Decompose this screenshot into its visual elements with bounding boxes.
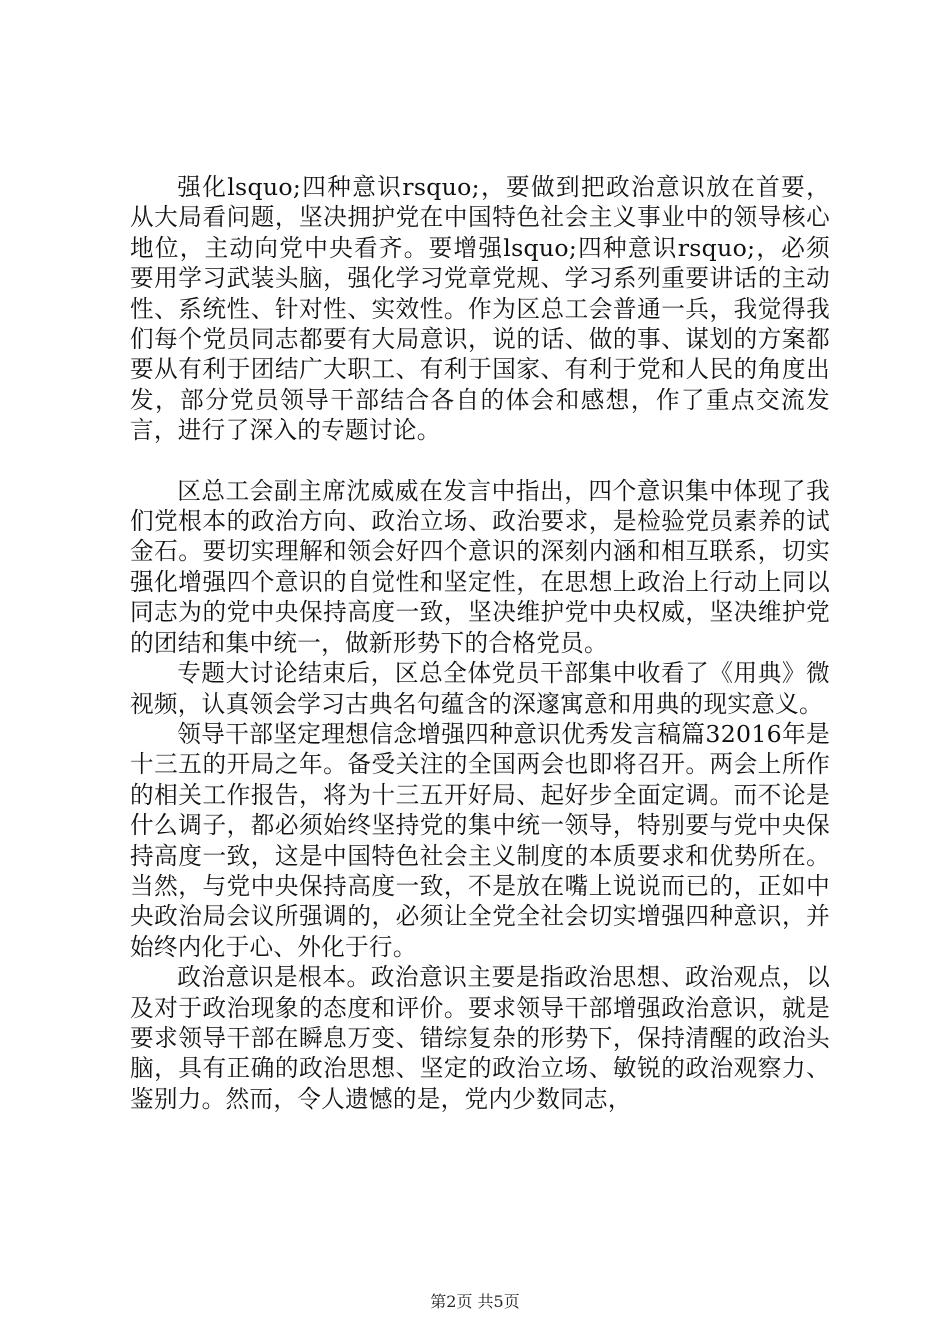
- paragraph-3: 专题大讨论结束后，区总全体党员干部集中收看了《用典》微视频，认真领会学习古典名句蕴含的深邃寓意和用典的现实意义。: [130, 659, 830, 718]
- paragraph-5: 政治意识是根本。政治意识主要是指政治思想、政治观点，以及对于政治现象的态度和评价。要求领导干部增强政治意识，就是要求领导干部在瞬息万变、错综复杂的形势下，保持清醒的政治头脑，具有正确的政治思想、坚定的政治立场、敏锐的政治观察力、鉴别力。然而，令人遗憾的是，党内少数同志，: [130, 963, 830, 1113]
- document-body: [130, 172, 830, 1114]
- paragraph-2: 区总工会副主席沈威威在发言中指出，四个意识集中体现了我们党根本的政治方向、政治立场、政治要求，是检验党员素养的试金石。要切实理解和领会好四个意识的深刻内涵和相互联系，切实强化增强四个意识的自觉性和坚定性，在思想上政治上行动上同以同志为的党中央保持高度一致，坚决维护党中央权威，坚决维护党的团结和集中统一，做新形势下的合格党员。: [130, 476, 830, 657]
- paragraph-1: 强化lsquo;四种意识rsquo;，要做到把政治意识放在首要，从大局看问题，坚决拥护党在中国特色社会主义事业中的领导核心地位，主动向党中央看齐。要增强lsquo;四种意识rsquo;，必须要用学习武装头脑，强化学习党章党规、学习系列重要讲话的主动性、系统性、针对性、实效性。作为区总工会普通一兵，我觉得我们每个党员同志都要有大局意识，说的话、做的事、谋划的方案都要从有利于团结广大职工、有利于国家、有利于党和人民的角度出发，部分党员领导干部结合各自的体会和感想，作了重点交流发言，进行了深入的专题讨论。: [130, 173, 830, 445]
- page-footer: 第2页 共5页: [430, 1292, 520, 1311]
- paragraph-4: 领导干部坚定理想信念增强四种意识优秀发言稿篇32016年是十三五的开局之年。备受关注的全国两会也即将召开。两会上所作的相关工作报告，将为十三五开好局、起好步全面定调。而不论是什么调子，都必须始终坚持党的集中统一领导，特别要与党中央保持高度一致，这是中国特色社会主义制度的本质要求和优势所在。当然，与党中央保持高度一致，不是放在嘴上说说而已的，正如中央政治局会议所强调的，必须让全党全社会切实增强四种意识，并始终内化于心、外化于行。: [130, 719, 830, 961]
